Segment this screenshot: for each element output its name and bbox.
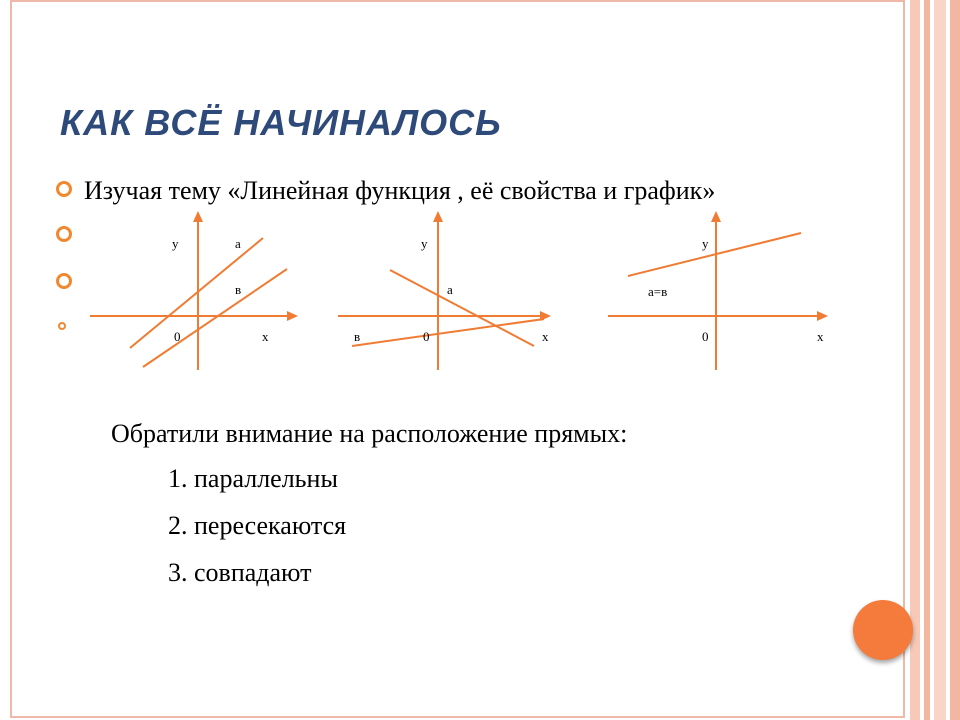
line-a	[390, 270, 534, 346]
intro-text: Обратили внимание на расположение прямых:	[111, 419, 628, 448]
line-label: а	[235, 236, 241, 251]
line-a-b	[628, 233, 801, 276]
list-item: 3. совпадают	[168, 558, 312, 587]
line-label: а=в	[648, 284, 668, 299]
line-label: а	[447, 282, 453, 297]
slide-title: КАК ВСЁ НАЧИНАЛОСЬ	[60, 102, 502, 143]
list-item: 2. пересекаются	[168, 511, 347, 540]
arrow-head	[433, 211, 443, 222]
graph-coinciding	[608, 211, 828, 370]
origin-label: 0	[702, 329, 709, 344]
x-axis-label: х	[817, 329, 824, 344]
origin-label: 0	[174, 329, 181, 344]
x-axis-label: х	[542, 329, 549, 344]
list-item: 1. параллельны	[168, 464, 338, 493]
graph-intersecting	[338, 211, 551, 370]
y-axis-label: у	[172, 236, 179, 251]
arrow-head	[193, 211, 203, 222]
arrow-head	[817, 311, 828, 321]
arrow-head	[711, 211, 721, 222]
origin-label: 0	[423, 329, 430, 344]
line-b	[352, 319, 544, 346]
line-label: в	[235, 282, 242, 297]
y-axis-label: у	[421, 236, 428, 251]
arrow-head	[287, 311, 298, 321]
line-label: в	[354, 329, 361, 344]
graph-parallel	[90, 211, 298, 370]
bullet-text: Изучая тему «Линейная функция , её свойства и график»	[84, 176, 716, 205]
x-axis-label: х	[262, 329, 269, 344]
y-axis-label: у	[702, 236, 709, 251]
line-b	[143, 269, 287, 367]
decorative-circle	[853, 600, 913, 660]
